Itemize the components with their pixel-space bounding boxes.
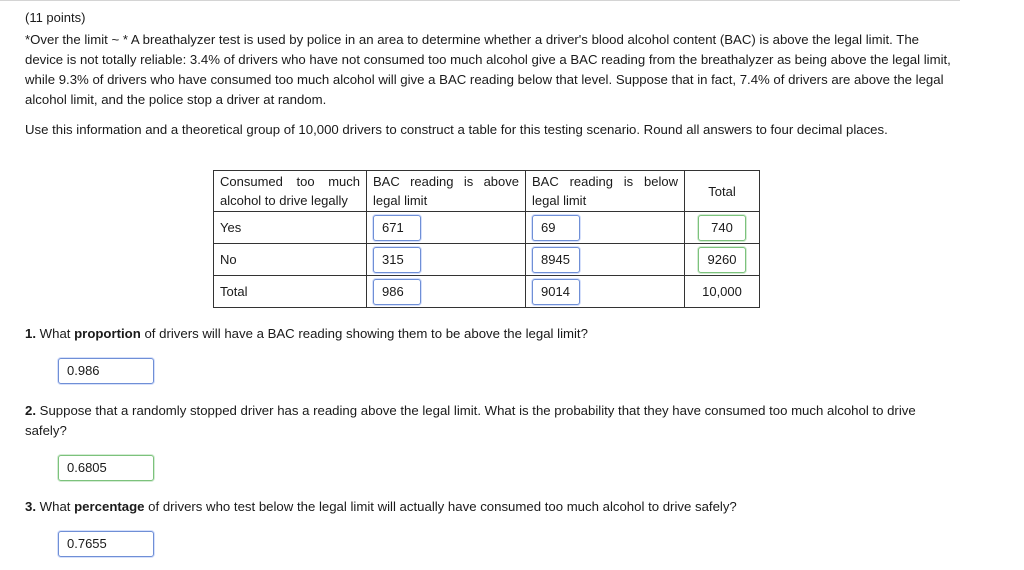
instruction-text: Use this information and a theoretical group of 10,000 drivers to construct a table for this testing scenario. Round all answers to four decimal places. [25,122,888,137]
table-header-row [214,171,760,212]
answer-3-input[interactable]: 0.7655 [58,531,154,557]
points-label: (11 points) [25,10,86,25]
header-above-line2: legal limit [373,193,428,208]
header-below-line2: legal limit [532,193,587,208]
question-1-post: of drivers will have a BAC reading showing them to be above the legal limit? [140,326,588,341]
yes-above-input[interactable]: 671 [373,215,421,241]
question-3-bold: percentage [74,499,145,514]
row-label-total: Total [214,276,367,308]
question-2 [25,401,955,441]
header-below [526,171,685,212]
problem-intro: *Over the limit ~ * A breathalyzer test is used by police in an area to determine whether a driver's blood alcohol content (BAC) is above the legal limit. The device is not totally reliable: 3.4% of drivers who have not consumed too much alcohol give a BAC reading from the breathalyzer as being above the legal limit, while 9.3% of drivers who have consumed too much alcohol will give a BAC reading below that level. Suppose that in fact, 7.4% of drivers are above the legal alcohol limit, and the police stop a driver at random. [25,32,951,107]
header-above-line1: BAC reading is above [373,174,519,189]
table-row [214,244,760,276]
total-above-input[interactable]: 986 [373,279,421,305]
question-1-pre: What [39,326,75,341]
question-3-number: 3. [25,499,36,514]
row-label-no: No [214,244,367,276]
question-1-bold: proportion [74,326,141,341]
answer-1-input[interactable]: 0.986 [58,358,154,384]
question-3-pre: What [39,499,75,514]
question-1 [25,324,955,344]
header-consumed-line2: alcohol to drive legally [220,193,348,208]
header-consumed [214,171,367,212]
top-divider [0,0,960,1]
contingency-table [213,170,760,308]
question-1-number: 1. [25,326,36,341]
yes-total-input[interactable]: 740 [698,215,746,241]
header-below-line1: BAC reading is below [532,174,678,189]
header-total: Total [685,171,760,212]
table-row [214,212,760,244]
table-row [214,276,760,308]
question-3-post: of drivers who test below the legal limit will actually have consumed too much alcohol to drive safely? [144,499,737,514]
no-total-input[interactable]: 9260 [698,247,746,273]
header-above [367,171,526,212]
header-consumed-line1: Consumed too much [220,174,360,189]
grand-total: 10,000 [685,276,760,308]
total-below-input[interactable]: 9014 [532,279,580,305]
row-label-yes: Yes [214,212,367,244]
no-above-input[interactable]: 315 [373,247,421,273]
answer-2-input[interactable]: 0.6805 [58,455,154,481]
question-2-number: 2. [25,403,36,418]
question-2-text: Suppose that a randomly stopped driver has a reading above the legal limit. What is the probability that they have consumed too much alcohol to drive safely? [25,403,916,438]
no-below-input[interactable]: 8945 [532,247,580,273]
question-3 [25,497,955,517]
yes-below-input[interactable]: 69 [532,215,580,241]
